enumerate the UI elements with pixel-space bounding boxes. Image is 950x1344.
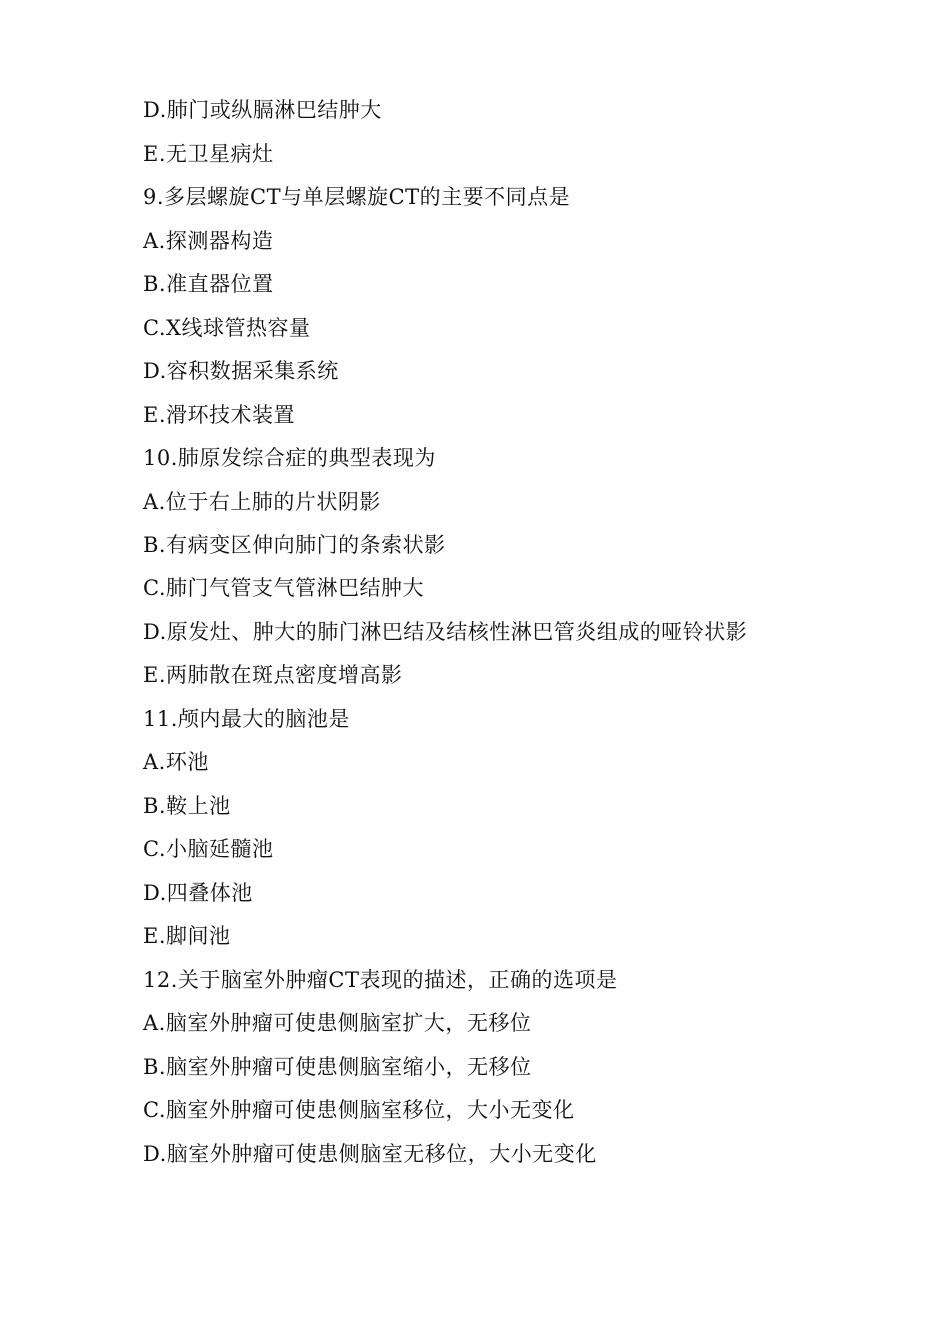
option-line: E.脚间池 [143, 924, 231, 948]
question-line: 9.多层螺旋CT与单层螺旋CT的主要不同点是 [143, 185, 571, 209]
question-line: 12.关于脑室外肿瘤CT表现的描述，正确的选项是 [143, 968, 618, 992]
option-line: C.肺门气管支气管淋巴结肿大 [143, 576, 424, 600]
option-line: B.鞍上池 [143, 794, 231, 818]
option-line: C.小脑延髓池 [143, 837, 274, 861]
option-line: B.有病变区伸向肺门的条索状影 [143, 533, 446, 557]
option-line: B.脑室外肿瘤可使患侧脑室缩小，无移位 [143, 1055, 532, 1079]
option-line: C.脑室外肿瘤可使患侧脑室移位，大小无变化 [143, 1098, 575, 1122]
option-line: A.探测器构造 [143, 229, 274, 253]
option-line: D.肺门或纵膈淋巴结肿大 [143, 98, 382, 122]
option-line: D.容积数据采集系统 [143, 359, 339, 383]
option-line: C.X线球管热容量 [143, 316, 311, 340]
question-line: 11.颅内最大的脑池是 [143, 707, 350, 731]
option-line: A.位于右上肺的片状阴影 [143, 490, 381, 514]
option-line: B.准直器位置 [143, 272, 274, 296]
option-line: E.两肺散在斑点密度增高影 [143, 663, 403, 687]
option-line: D.原发灶、肿大的肺门淋巴结及结核性淋巴管炎组成的哑铃状影 [143, 620, 748, 644]
option-line: E.滑环技术装置 [143, 403, 296, 427]
option-line: E.无卫星病灶 [143, 142, 274, 166]
option-line: D.四叠体池 [143, 881, 253, 905]
option-line: D.脑室外肿瘤可使患侧脑室无移位，大小无变化 [143, 1142, 597, 1166]
option-line: A.脑室外肿瘤可使患侧脑室扩大，无移位 [143, 1011, 532, 1035]
question-line: 10.肺原发综合症的典型表现为 [143, 446, 436, 470]
option-line: A.环池 [143, 750, 209, 774]
